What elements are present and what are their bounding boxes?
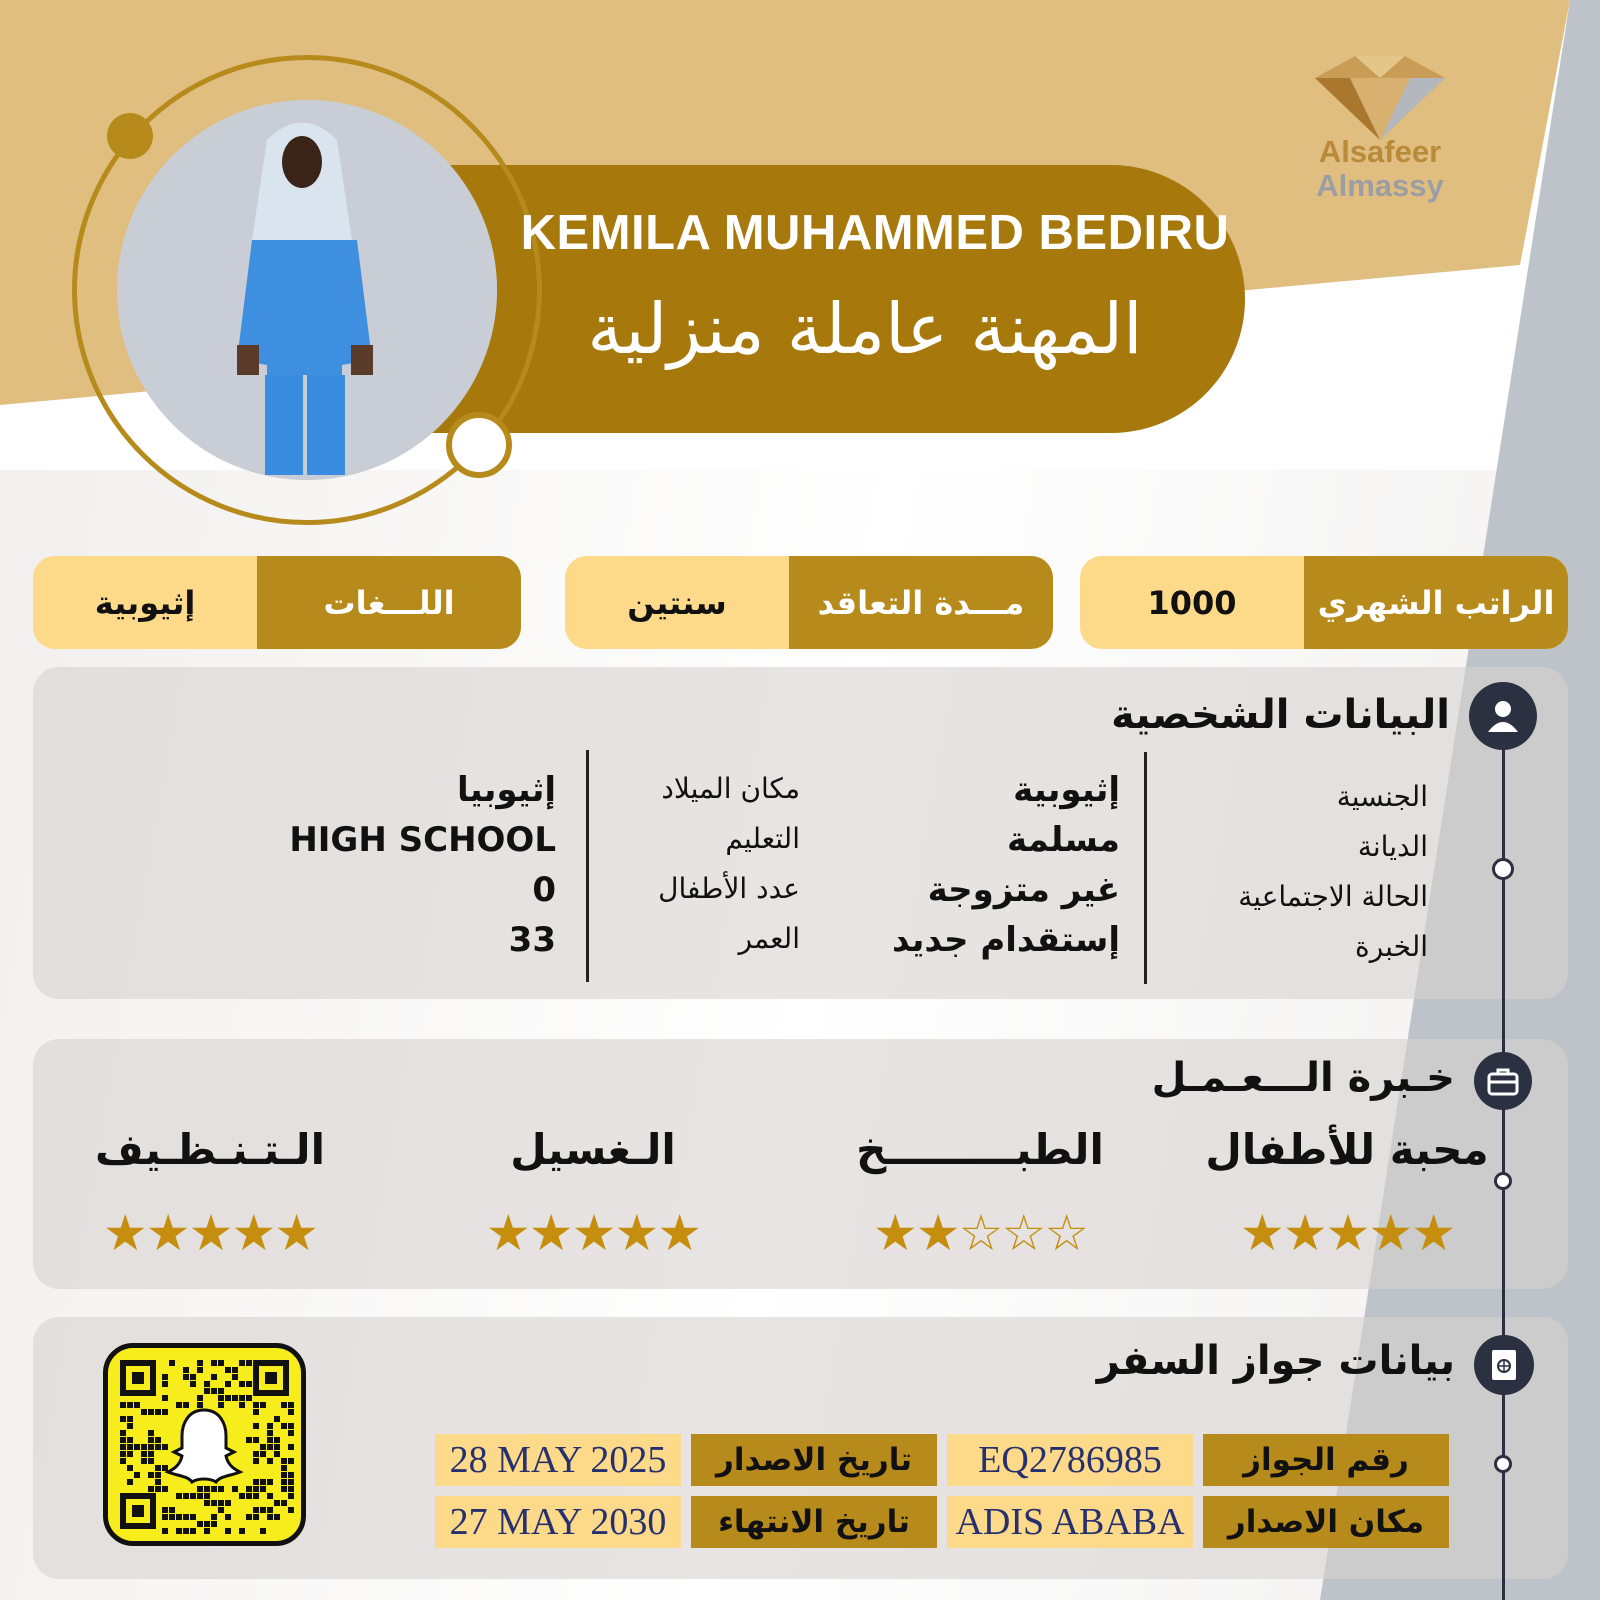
contract-value: سنتين (627, 583, 727, 622)
star-filled-icon: ★ (872, 1204, 916, 1262)
religion-value: مسلمة (1007, 820, 1120, 860)
skill-rating-stars (60, 1204, 360, 1262)
skill-rating-stars (1197, 1204, 1497, 1262)
birthplace-value: إثيوبيا (456, 770, 556, 810)
birthplace-label: مكان الميلاد (661, 772, 800, 805)
column-divider (1144, 752, 1147, 984)
age-label: العمر (738, 922, 800, 955)
passport-section-title: بيانات جواز السفر (1096, 1338, 1455, 1384)
star-filled-icon: ★ (614, 1204, 658, 1262)
salary-label: الراتب الشهري (1304, 556, 1568, 649)
issue-place-label: مكان الاصدار (1203, 1496, 1449, 1548)
star-filled-icon: ★ (1282, 1204, 1326, 1262)
expiry-date-label: تاريخ الانتهاء (691, 1496, 937, 1548)
passport-number-value: EQ2786985 (947, 1434, 1193, 1486)
timeline-dot (1492, 858, 1514, 880)
personal-section-title: البيانات الشخصية (1111, 692, 1450, 738)
star-filled-icon: ★ (657, 1204, 701, 1262)
star-filled-icon: ★ (145, 1204, 189, 1262)
marital-status-value: غير متزوجة (927, 870, 1120, 910)
skill-name: الـتـنـظـيف (95, 1125, 325, 1174)
star-empty-icon: ☆ (1001, 1204, 1045, 1262)
star-filled-icon: ★ (915, 1204, 959, 1262)
experience-value: إستقدام جديد (891, 920, 1120, 960)
nationality-label: الجنسية (1336, 780, 1428, 813)
star-filled-icon: ★ (1411, 1204, 1455, 1262)
passport-number-label: رقم الجواز (1203, 1434, 1449, 1486)
brand-line-1: Alsafeer (1318, 134, 1442, 169)
star-filled-icon: ★ (1239, 1204, 1283, 1262)
contract-label: مـــدة التعاقد (789, 556, 1053, 649)
children-count-label: عدد الأطفال (658, 872, 800, 905)
languages-pill (33, 556, 521, 649)
salary-pill (1080, 556, 1568, 649)
timeline-dot (1494, 1172, 1512, 1190)
user-icon (1469, 682, 1537, 750)
issue-date-value: 28 MAY 2025 (435, 1434, 681, 1486)
issue-place-value: ADIS ABABA (947, 1496, 1193, 1548)
marital-status-label: الحالة الاجتماعية (1238, 880, 1428, 913)
star-filled-icon: ★ (188, 1204, 232, 1262)
skill-name: الطبـــــــــخ (856, 1125, 1104, 1174)
education-value: HIGH SCHOOL (289, 820, 556, 860)
issue-date-label: تاريخ الاصدار (691, 1434, 937, 1486)
religion-label: الديانة (1357, 830, 1428, 863)
skill-rating-stars (830, 1204, 1130, 1262)
skill-name: محبة للأطفال (1205, 1125, 1489, 1174)
timeline-dot (1494, 1455, 1512, 1473)
expiry-date-value: 27 MAY 2030 (435, 1496, 681, 1548)
snapchat-qr-code[interactable] (103, 1343, 306, 1546)
worker-profession: المهنة عاملة منزلية (587, 288, 1143, 370)
qr-pattern-icon (108, 1348, 301, 1541)
briefcase-icon (1474, 1052, 1532, 1110)
languages-label: اللـــغات (257, 556, 521, 649)
experience-section-title: خـبرة الـــعـمـل (1151, 1055, 1455, 1101)
star-empty-icon: ☆ (1044, 1204, 1088, 1262)
contract-pill (565, 556, 1053, 649)
age-value: 33 (508, 920, 556, 960)
star-filled-icon: ★ (571, 1204, 615, 1262)
snapchat-ghost-icon (168, 1410, 240, 1482)
salary-value: 1000 (1147, 583, 1237, 622)
star-filled-icon: ★ (231, 1204, 275, 1262)
skill-name: الـغسيل (510, 1125, 676, 1174)
star-empty-icon: ☆ (958, 1204, 1002, 1262)
worker-name: KEMILA MUHAMMED BEDIRU (520, 206, 1230, 260)
education-label: التعليم (725, 822, 800, 855)
profile-photo (117, 100, 497, 480)
star-filled-icon: ★ (102, 1204, 146, 1262)
star-filled-icon: ★ (528, 1204, 572, 1262)
star-filled-icon: ★ (485, 1204, 529, 1262)
children-count-value: 0 (532, 870, 556, 910)
brand-line-2: Almassy (1316, 168, 1444, 203)
star-filled-icon: ★ (274, 1204, 318, 1262)
column-divider (586, 750, 589, 982)
languages-value: إثيوبية (94, 583, 196, 622)
skill-rating-stars (443, 1204, 743, 1262)
passport-icon (1474, 1335, 1534, 1395)
nationality-value: إثيوبية (1013, 770, 1120, 810)
brand-name (1290, 135, 1470, 203)
experience-label: الخبرة (1355, 930, 1428, 963)
ring-dot-bottom (446, 412, 512, 478)
star-filled-icon: ★ (1368, 1204, 1412, 1262)
worker-figure-icon (117, 100, 497, 480)
star-filled-icon: ★ (1325, 1204, 1369, 1262)
ring-dot-top (107, 113, 153, 159)
